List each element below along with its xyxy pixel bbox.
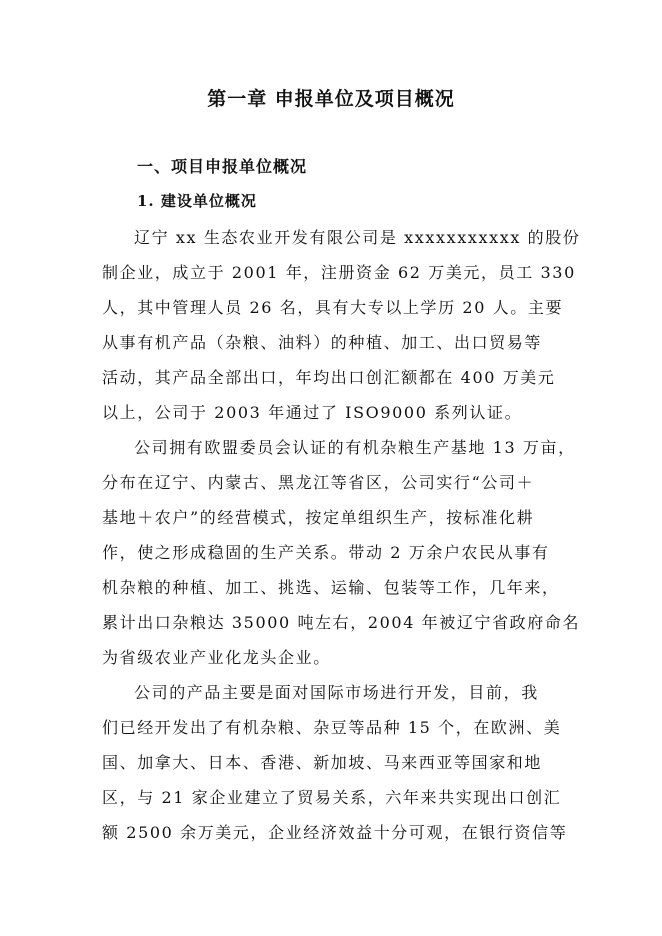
section-heading: 一、项目申报单位概况 [137,157,308,176]
paragraph-line: 额 2500 余万美元，企业经济效益十分可观，在银行资信等 [102,823,568,842]
paragraph-line: 区，与 21 家企业建立了贸易关系，六年来共实现出口创汇 [102,788,562,807]
paragraph-line: 机杂粮的种植、加工、挑选、运输、包装等工作，几年来， [102,578,560,597]
chapter-title: 第一章 申报单位及项目概况 [207,88,455,110]
paragraph-line: 们已经开发出了有机杂粮、杂豆等品种 15 个，在欧洲、美 [102,718,562,737]
paragraph-line: 公司拥有欧盟委员会认证的有机杂粮生产基地 13 万亩， [134,438,576,457]
paragraph-line: 活动，其产品全部出口，年均出口创汇额都在 400 万美元 [102,368,556,387]
paragraph-line: 公司的产品主要是面对国际市场进行开发，目前，我 [134,683,539,702]
paragraph-line: 基地＋农户”的经营模式，按定单组织生产，按标准化耕 [102,508,535,527]
subsection-heading: 1. 建设单位概况 [137,192,257,210]
paragraph-line: 以上，公司于 2003 年通过了 ISO9000 系列认证。 [102,403,523,422]
paragraph-line: 分布在辽宁、内蒙古、黑龙江等省区，公司实行“公司＋ [102,473,535,492]
paragraph-line: 制企业，成立于 2001 年，注册资金 62 万美元，员工 330 [102,263,576,282]
paragraph-line: 为省级农业产业化龙头企业。 [102,648,331,667]
paragraph-line: 辽宁 xx 生态农业开发有限公司是 xxxxxxxxxxx 的股份 [134,228,581,247]
paragraph-line: 国、加拿大、日本、香港、新加坡、马来西亚等国家和地 [102,753,543,772]
paragraph-line: 累计出口杂粮达 35000 吨左右，2004 年被辽宁省政府命名 [102,613,581,632]
paragraph-line: 从事有机产品（杂粮、油料）的种植、加工、出口贸易等 [102,333,543,352]
paragraph-line: 作，使之形成稳固的生产关系。带动 2 万余户农民从事有 [102,543,550,562]
paragraph-line: 人，其中管理人员 26 名，具有大专以上学历 20 人。主要 [102,298,564,317]
